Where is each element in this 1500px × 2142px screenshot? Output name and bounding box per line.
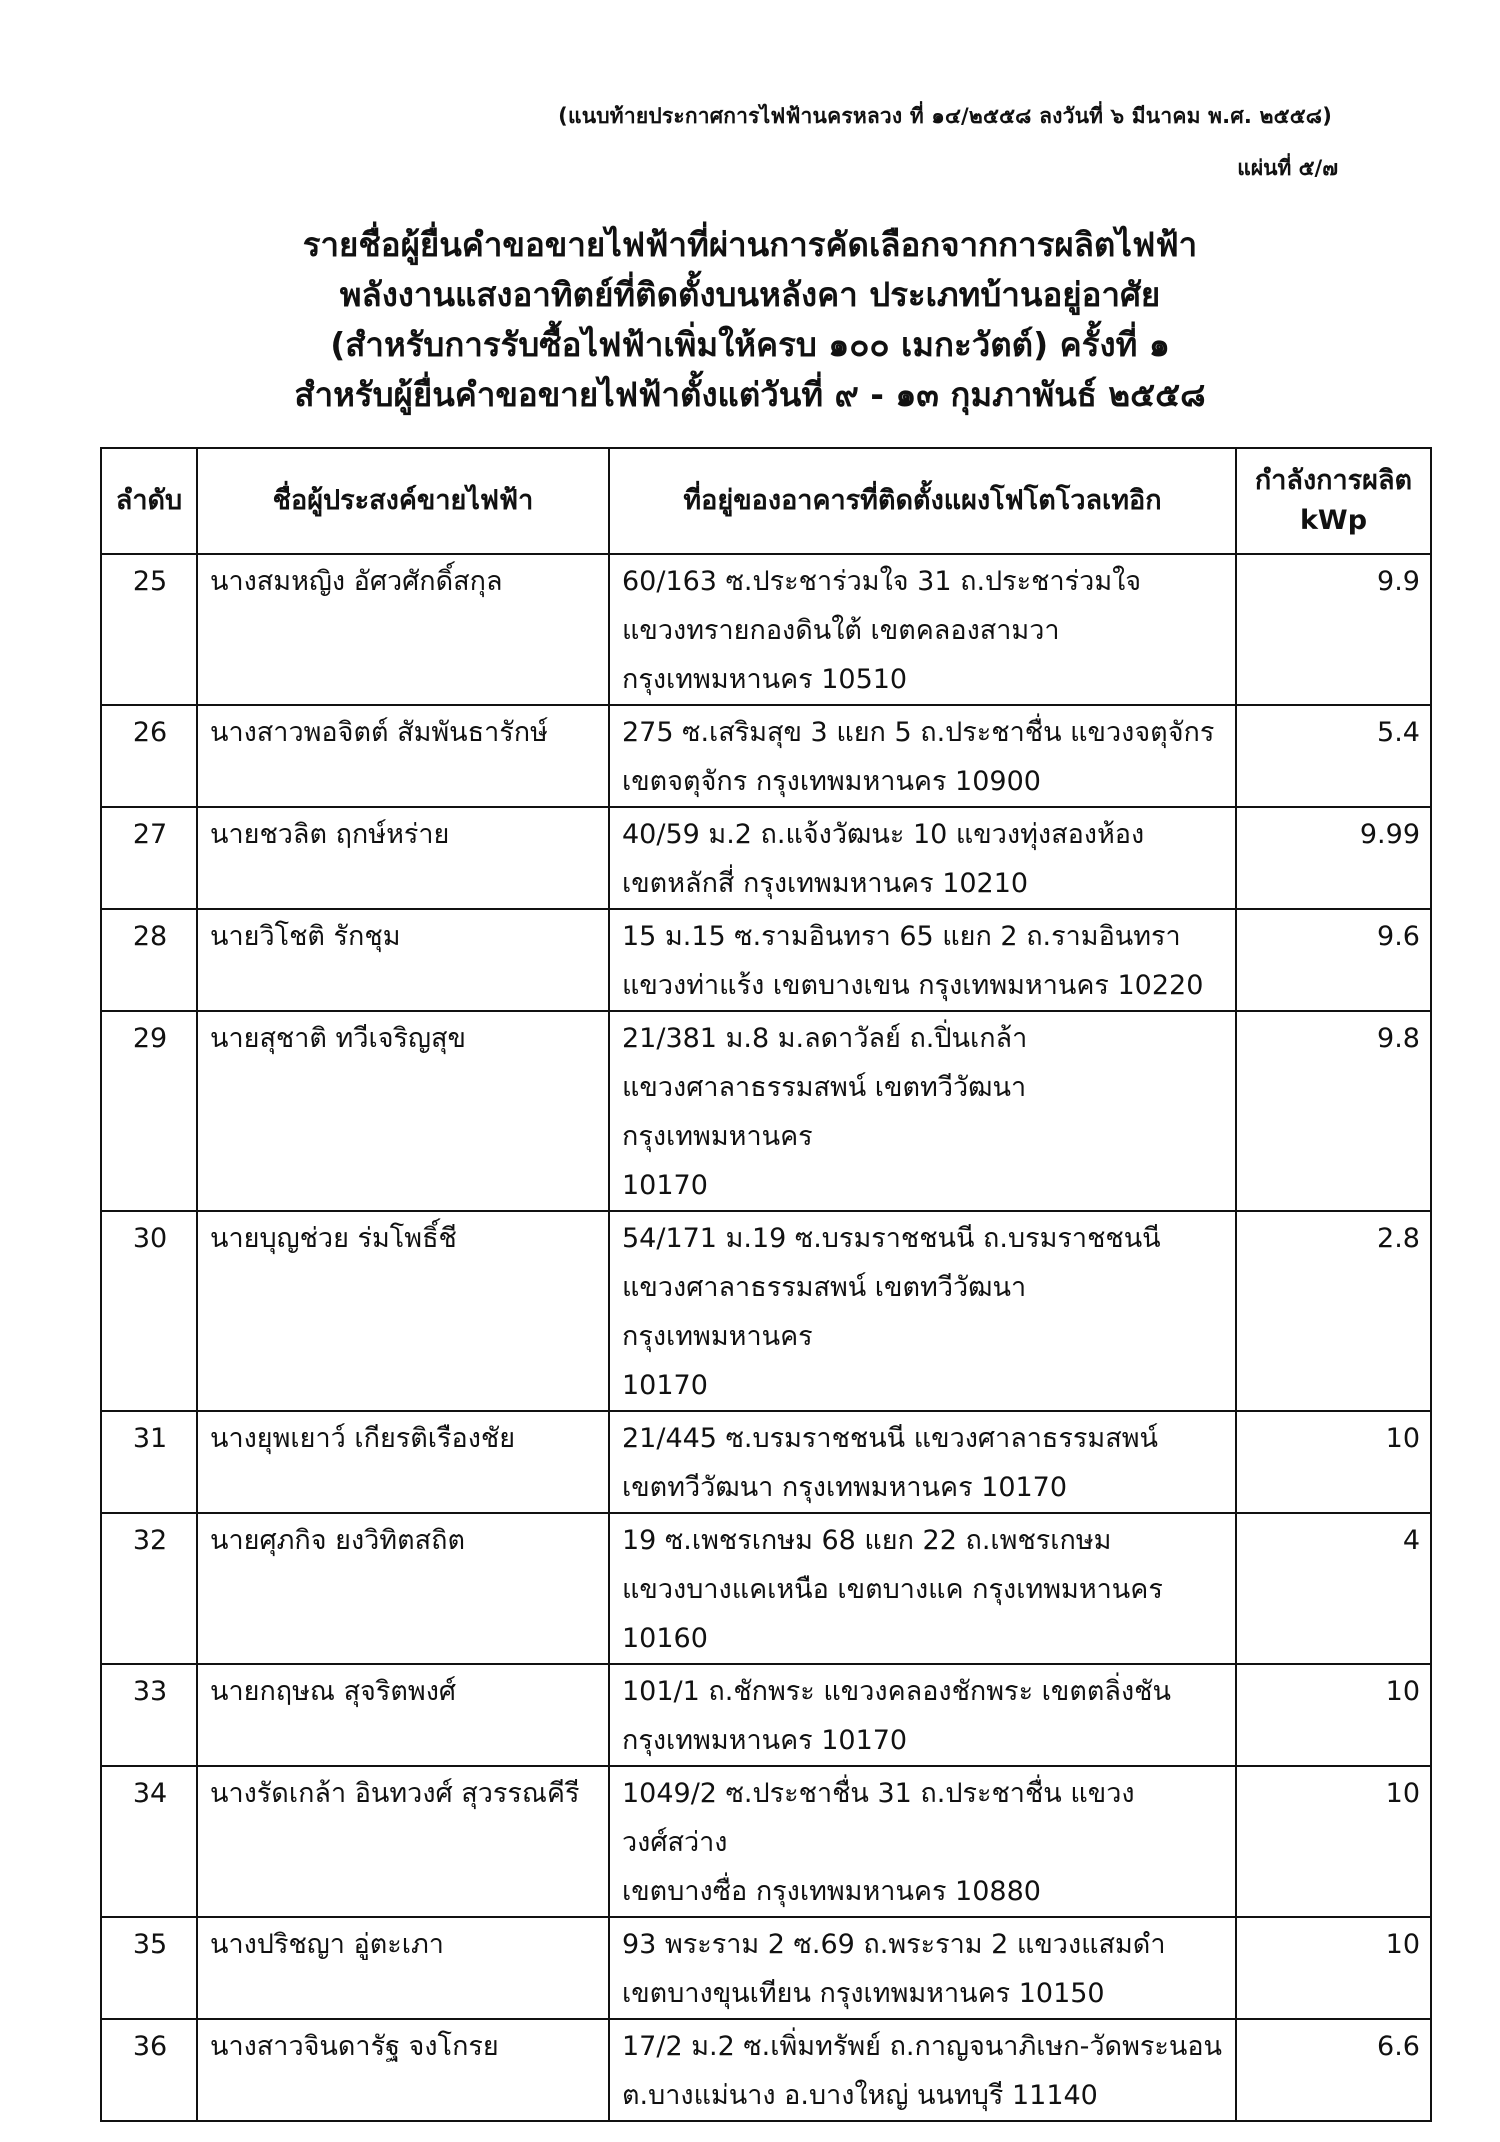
address-line: 54/171 ม.19 ซ.บรมราชชนนี ถ.บรมราชชนนี: [622, 1223, 1161, 1254]
address-line: 15 ม.15 ซ.รามอินทรา 65 แยก 2 ถ.รามอินทรา: [622, 921, 1181, 952]
cell-name: นางสาวพอจิตต์ สัมพันธารักษ์: [197, 705, 609, 807]
table-header-row: [101, 448, 1431, 554]
cell-capacity: 10: [1236, 1917, 1431, 2019]
title-line-2: พลังงานแสงอาทิตย์ที่ติดตั้งบนหลังคา ประเภทบ้านอยู่อาศัย: [339, 275, 1161, 314]
cell-capacity: 10: [1236, 1664, 1431, 1766]
table-row: [101, 807, 1431, 909]
address-line: 101/1 ถ.ชักพระ แขวงคลองชักพระ เขตตลิ่งชัน: [622, 1676, 1171, 1707]
cell-no: 27: [101, 807, 197, 909]
address-line: กรุงเทพมหานคร 10510: [622, 664, 908, 695]
cell-no: 32: [101, 1513, 197, 1664]
cell-capacity: 5.4: [1236, 705, 1431, 807]
table-row: [101, 1411, 1431, 1513]
header-address: ที่อยู่ของอาคารที่ติดตั้งแผงโฟโตโวลเทอิก: [609, 448, 1236, 554]
address-line: 93 พระราม 2 ซ.69 ถ.พระราม 2 แขวงแสมดำ: [622, 1929, 1166, 1960]
cell-name: นางรัดเกล้า อินทวงศ์ สุวรรณคีรี: [197, 1766, 609, 1917]
address-line: 60/163 ซ.ประชาร่วมใจ 31 ถ.ประชาร่วมใจ: [622, 566, 1142, 597]
address-line: ต.บางแม่นาง อ.บางใหญ่ นนทบุรี 11140: [622, 2080, 1098, 2111]
header-capacity: [1236, 448, 1431, 554]
table-row: [101, 1766, 1431, 1917]
address-line: 21/445 ซ.บรมราชชนนี แขวงศาลาธรรมสพน์: [622, 1423, 1158, 1454]
address-line: เขตทวีวัฒนา กรุงเทพมหานคร 10170: [622, 1472, 1068, 1503]
address-line: เขตจตุจักร กรุงเทพมหานคร 10900: [622, 766, 1041, 797]
cell-address: [609, 554, 1236, 705]
document-title: [0, 220, 1500, 420]
address-line: แขวงทรายกองดินใต้ เขตคลองสามวา: [622, 615, 1060, 646]
cell-address: [609, 909, 1236, 1011]
header-no: ลำดับ: [101, 448, 197, 554]
cell-name: นายกฤษณ สุจริตพงศ์: [197, 1664, 609, 1766]
cell-name: นางยุพเยาว์ เกียรติเรืองชัย: [197, 1411, 609, 1513]
table-row: [101, 1664, 1431, 1766]
cell-no: 25: [101, 554, 197, 705]
cell-no: 28: [101, 909, 197, 1011]
applicant-table: [100, 447, 1432, 2122]
cell-address: [609, 705, 1236, 807]
cell-no: 29: [101, 1011, 197, 1211]
cell-address: [609, 807, 1236, 909]
cell-no: 30: [101, 1211, 197, 1411]
title-line-3: (สำหรับการรับซื้อไฟฟ้าเพิ่มให้ครบ ๑๐๐ เมกะวัตต์) ครั้งที่ ๑: [330, 325, 1170, 364]
address-line: แขวงท่าแร้ง เขตบางเขน กรุงเทพมหานคร 10220: [622, 970, 1204, 1001]
cell-capacity: 4: [1236, 1513, 1431, 1664]
table-row: [101, 2019, 1431, 2121]
cell-address: [609, 1411, 1236, 1513]
cell-no: 31: [101, 1411, 197, 1513]
table-row: [101, 705, 1431, 807]
cell-capacity: 6.6: [1236, 2019, 1431, 2121]
table-row: [101, 1917, 1431, 2019]
table-row: [101, 909, 1431, 1011]
cell-address: [609, 1664, 1236, 1766]
cell-address: [609, 1513, 1236, 1664]
table-row: [101, 554, 1431, 705]
table-row: [101, 1011, 1431, 1211]
address-line: 10170: [622, 1170, 708, 1201]
address-line: แขวงบางแคเหนือ เขตบางแค กรุงเทพมหานคร: [622, 1574, 1163, 1605]
address-line: 40/59 ม.2 ถ.แจ้งวัฒนะ 10 แขวงทุ่งสองห้อง: [622, 819, 1145, 850]
address-line: 10170: [622, 1370, 708, 1401]
address-line: เขตบางขุนเทียน กรุงเทพมหานคร 10150: [622, 1978, 1105, 2009]
cell-no: 26: [101, 705, 197, 807]
cell-capacity: 9.9: [1236, 554, 1431, 705]
address-line: 17/2 ม.2 ซ.เพิ่มทรัพย์ ถ.กาญจนาภิเษก-วัดพระนอน: [622, 2031, 1223, 2062]
table-row: [101, 1211, 1431, 1411]
cell-address: [609, 1917, 1236, 2019]
table-row: [101, 1513, 1431, 1664]
cell-capacity: 10: [1236, 1411, 1431, 1513]
cell-name: นางปริชญา อู่ตะเภา: [197, 1917, 609, 2019]
cell-address: [609, 1766, 1236, 1917]
cell-no: 33: [101, 1664, 197, 1766]
cell-no: 34: [101, 1766, 197, 1917]
cell-name: นายบุญช่วย ร่มโพธิ์ชี: [197, 1211, 609, 1411]
cell-name: นายสุชาติ ทวีเจริญสุข: [197, 1011, 609, 1211]
address-line: เขตหลักสี่ กรุงเทพมหานคร 10210: [622, 868, 1029, 899]
cell-address: [609, 1011, 1236, 1211]
cell-capacity: 10: [1236, 1766, 1431, 1917]
header-capacity-label: กำลังการผลิต: [1254, 465, 1413, 496]
cell-name: นางสมหญิง อัศวศักดิ์สกุล: [197, 554, 609, 705]
cell-no: 36: [101, 2019, 197, 2121]
address-line: 10160: [622, 1623, 708, 1654]
title-line-4: สำหรับผู้ยื่นคำขอขายไฟฟ้าตั้งแต่วันที่ ๙ - ๑๓ กุมภาพันธ์ ๒๕๕๘: [294, 375, 1206, 414]
cell-name: นายชวลิต ฤกษ์หร่าย: [197, 807, 609, 909]
address-line: เขตบางซื่อ กรุงเทพมหานคร 10880: [622, 1876, 1041, 1907]
cell-no: 35: [101, 1917, 197, 2019]
address-line: 1049/2 ซ.ประชาชื่น 31 ถ.ประชาชื่น แขวงวงศ์สว่าง: [622, 1778, 1135, 1858]
address-line: 275 ซ.เสริมสุข 3 แยก 5 ถ.ประชาชื่น แขวงจตุจักร: [622, 717, 1215, 748]
annex-note: (แนบท้ายประกาศการไฟฟ้านครหลวง ที่ ๑๔/๒๕๕๘ ลงวันที่ ๖ มีนาคม พ.ศ. ๒๕๕๘): [558, 104, 1332, 128]
cell-address: [609, 1211, 1236, 1411]
address-line: 19 ซ.เพชรเกษม 68 แยก 22 ถ.เพชรเกษม: [622, 1525, 1112, 1556]
header-capacity-unit: kWp: [1299, 505, 1368, 536]
address-line: แขวงศาลาธรรมสพน์ เขตทวีวัฒนา กรุงเทพมหานคร: [622, 1272, 1027, 1352]
address-line: แขวงศาลาธรรมสพน์ เขตทวีวัฒนา กรุงเทพมหานคร: [622, 1072, 1027, 1152]
address-line: กรุงเทพมหานคร 10170: [622, 1725, 908, 1756]
cell-name: นางสาวจินดารัฐ จงโกรย: [197, 2019, 609, 2121]
header-name: ชื่อผู้ประสงค์ขายไฟฟ้า: [197, 448, 609, 554]
address-line: 21/381 ม.8 ม.ลดาวัลย์ ถ.ปิ่นเกล้า: [622, 1023, 1028, 1054]
cell-capacity: 9.99: [1236, 807, 1431, 909]
cell-capacity: 9.6: [1236, 909, 1431, 1011]
cell-capacity: 9.8: [1236, 1011, 1431, 1211]
cell-address: [609, 2019, 1236, 2121]
cell-capacity: 2.8: [1236, 1211, 1431, 1411]
sheet-number: แผ่นที่ ๕/๗: [1237, 156, 1338, 180]
cell-name: นายศุภกิจ ยงวิทิตสถิต: [197, 1513, 609, 1664]
cell-name: นายวิโชติ รักชุม: [197, 909, 609, 1011]
title-line-1: รายชื่อผู้ยื่นคำขอขายไฟฟ้าที่ผ่านการคัดเลือกจากการผลิตไฟฟ้า: [302, 225, 1198, 264]
